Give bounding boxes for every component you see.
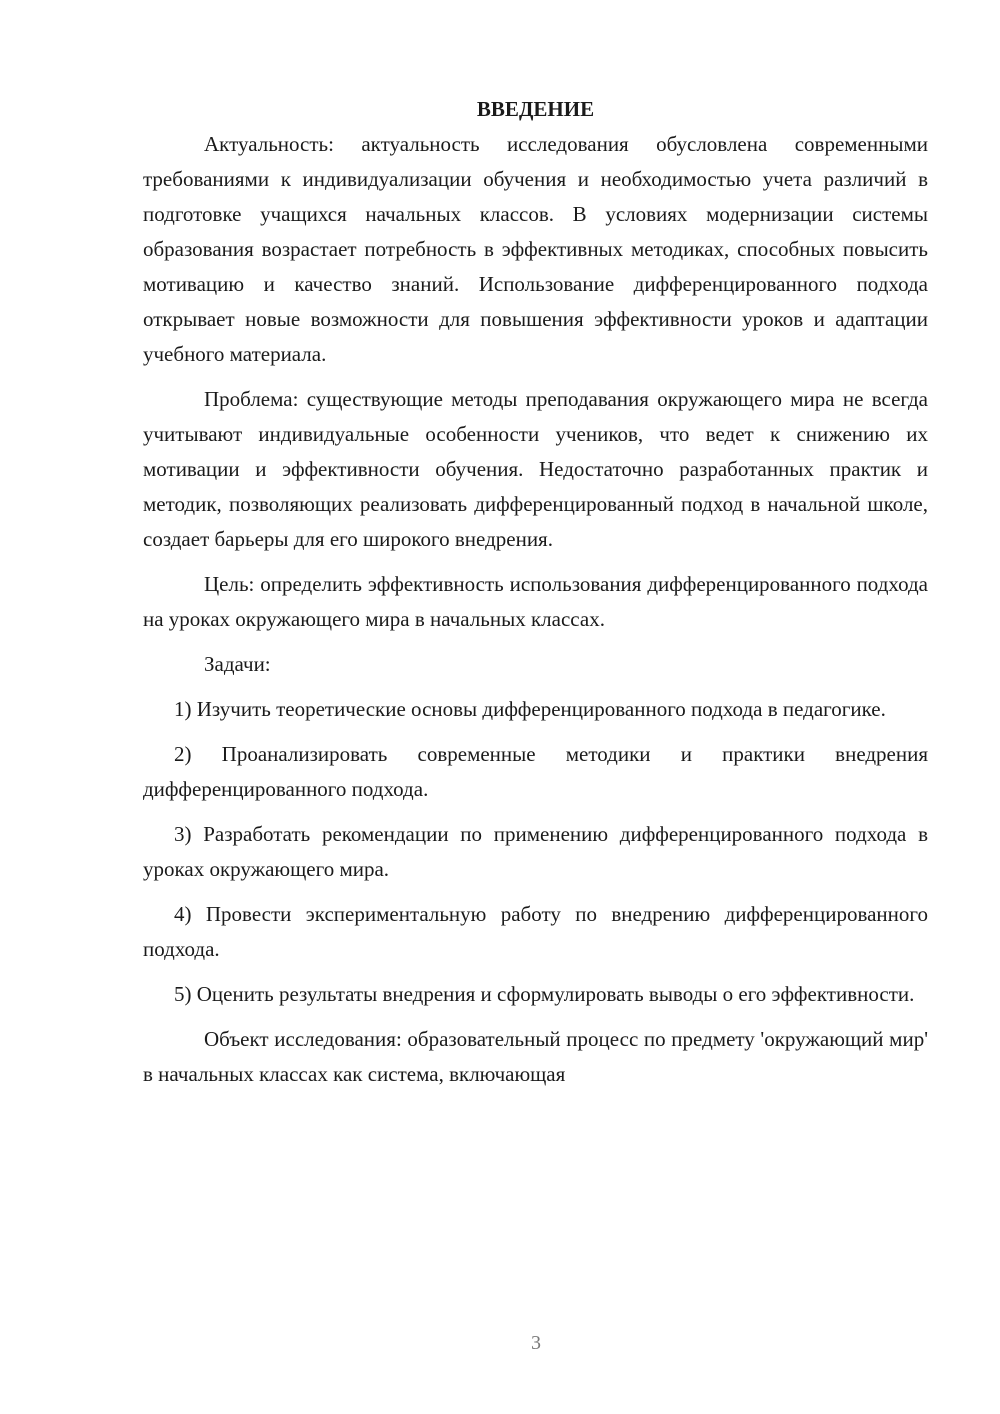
- task-item-4: 4) Провести экспериментальную работу по внедрению дифференцированного подхода.: [143, 902, 928, 961]
- task-item-5: 5) Оценить результаты внедрения и сформулировать выводы о его эффективности.: [174, 982, 915, 1006]
- paragraph-problem: Проблема: существующие методы преподавания окружающего мира не всегда учитывают индивидуальные особенности учеников, что ведет к снижению их мотивации и эффективности обучения. Недостаточно разработанных практик и методик, позволяющих реализовать дифференцированный подход в начальной школе, создает барьеры для его широкого внедрения.: [143, 387, 928, 551]
- paragraph-relevance: Актуальность: актуальность исследования обусловлена современными требованиями к индивидуализации обучения и необходимостью учета различий в подготовке учащихся начальных классов. В условиях модернизации системы образования возрастает потребность в эффективных методиках, способных повысить мотивацию и качество знаний. Использование дифференцированного подхода открывает новые возможности для повышения эффективности уроков и адаптации учебного материала.: [143, 132, 928, 366]
- section-title: ВВЕДЕНИЕ: [476, 97, 595, 121]
- paragraph-object: Объект исследования: образовательный процесс по предмету 'окружающий мир' в начальных классах как система, включающая: [143, 1027, 928, 1086]
- paragraph-tasks-heading: Задачи:: [204, 652, 271, 676]
- task-item-2: 2) Проанализировать современные методики и практики внедрения дифференцированного подхода.: [143, 742, 928, 801]
- page-number: 3: [531, 1332, 541, 1354]
- paragraph-goal: Цель: определить эффективность использования дифференцированного подхода на уроках окружающего мира в начальных классах.: [143, 572, 928, 631]
- document-page: [143, 92, 928, 1092]
- task-item-3: 3) Разработать рекомендации по применению дифференцированного подхода в уроках окружающего мира.: [143, 822, 928, 881]
- task-item-1: 1) Изучить теоретические основы дифференцированного подхода в педагогике.: [174, 697, 886, 721]
